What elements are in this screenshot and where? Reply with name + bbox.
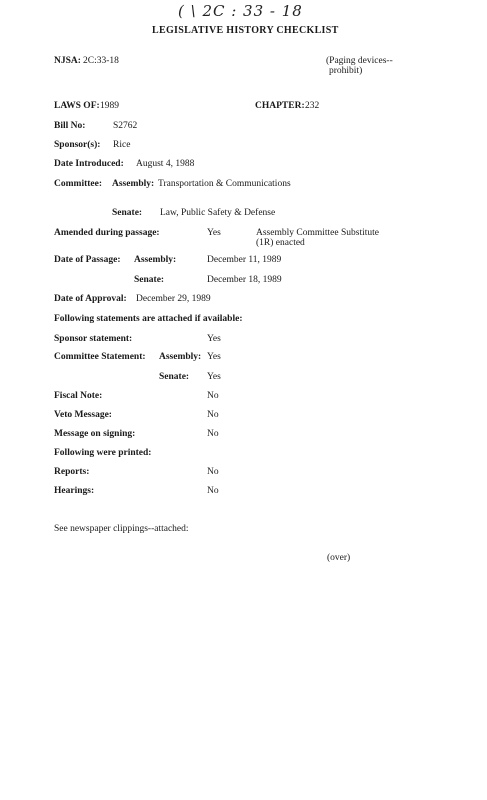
- paging-note-line1: (Paging devices--: [326, 56, 393, 66]
- committee-assembly-label: Assembly:: [112, 179, 155, 189]
- njsa-label: NJSA:: [54, 56, 81, 66]
- hearings-label: Hearings:: [54, 486, 95, 496]
- date-of-passage-label: Date of Passage:: [54, 255, 121, 265]
- laws-of-value: 1989: [100, 101, 119, 111]
- following-attached-heading: Following statements are attached if available:: [54, 314, 243, 324]
- committee-statement-assembly-value: Yes: [207, 352, 221, 362]
- amended-note-line2: (1R) enacted: [256, 238, 305, 248]
- amended-note-line1: Assembly Committee Substitute: [256, 228, 379, 238]
- committee-senate-value: Law, Public Safety & Defense: [160, 208, 276, 218]
- committee-statement-senate-value: Yes: [207, 372, 221, 382]
- sponsors-value: Rice: [113, 140, 131, 150]
- passage-assembly-value: December 11, 1989: [207, 255, 282, 265]
- sponsors-label: Sponsor(s):: [54, 140, 101, 150]
- date-introduced-label: Date Introduced:: [54, 159, 124, 169]
- veto-message-value: No: [207, 410, 219, 420]
- chapter-label: CHAPTER:: [255, 101, 305, 111]
- handwritten-citation: ( \ 2C : 33 - 18: [178, 2, 303, 20]
- amended-label: Amended during passage:: [54, 228, 160, 238]
- date-of-approval-label: Date of Approval:: [54, 294, 127, 304]
- reports-label: Reports:: [54, 467, 90, 477]
- following-printed-heading: Following were printed:: [54, 448, 152, 458]
- passage-assembly-label: Assembly:: [134, 255, 177, 265]
- page-title: LEGISLATIVE HISTORY CHECKLIST: [152, 25, 339, 36]
- message-on-signing-label: Message on signing:: [54, 429, 136, 439]
- date-introduced-value: August 4, 1988: [136, 159, 195, 169]
- committee-statement-assembly-label: Assembly:: [159, 352, 202, 362]
- sponsor-statement-label: Sponsor statement:: [54, 334, 133, 344]
- over-note: (over): [327, 553, 351, 563]
- paging-note-line2: prohibit): [329, 66, 363, 76]
- passage-senate-label: Senate:: [134, 275, 165, 285]
- sponsor-statement-value: Yes: [207, 334, 221, 344]
- passage-senate-value: December 18, 1989: [207, 275, 282, 285]
- bill-no-value: S2762: [113, 121, 138, 131]
- hearings-value: No: [207, 486, 219, 496]
- fiscal-note-label: Fiscal Note:: [54, 391, 103, 401]
- committee-statement-senate-label: Senate:: [159, 372, 190, 382]
- fiscal-note-value: No: [207, 391, 219, 401]
- committee-label: Committee:: [54, 179, 103, 189]
- bill-no-label: Bill No:: [54, 121, 86, 131]
- chapter-value: 232: [305, 101, 320, 111]
- veto-message-label: Veto Message:: [54, 410, 112, 420]
- laws-of-label: LAWS OF:: [54, 101, 100, 111]
- committee-senate-label: Senate:: [112, 208, 143, 218]
- newspaper-clippings-note: See newspaper clippings--attached:: [54, 524, 189, 534]
- date-of-approval-value: December 29, 1989: [136, 294, 211, 304]
- committee-statement-label: Committee Statement:: [54, 352, 146, 362]
- amended-value: Yes: [207, 228, 221, 238]
- message-on-signing-value: No: [207, 429, 219, 439]
- njsa-value: 2C:33-18: [83, 56, 119, 66]
- reports-value: No: [207, 467, 219, 477]
- committee-assembly-value: Transportation & Communications: [158, 179, 291, 189]
